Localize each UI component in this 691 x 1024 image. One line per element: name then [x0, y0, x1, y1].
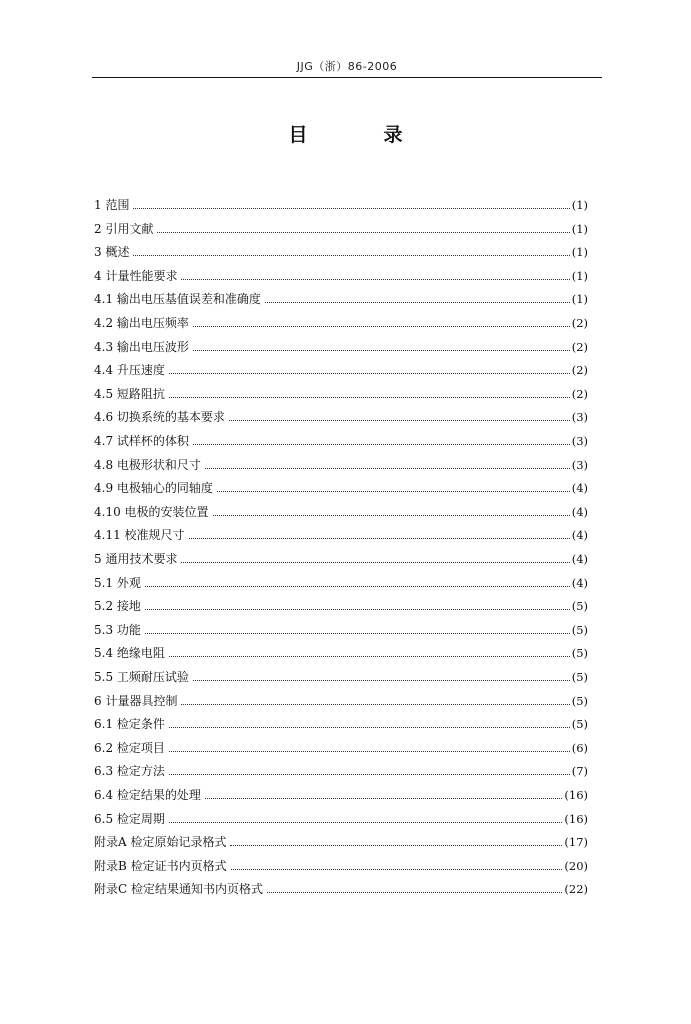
toc-entry-page: (3) [571, 457, 588, 472]
title-char-left: 目 [288, 124, 308, 146]
toc-entry-page: (2) [571, 363, 588, 378]
toc-entry [94, 736, 588, 756]
toc-entry-page: (7) [571, 764, 588, 779]
toc-leader-dots [169, 397, 570, 398]
toc-entry-page: (20) [564, 858, 588, 873]
toc-leader-dots [217, 491, 570, 492]
toc-entry [94, 854, 588, 874]
toc-leader-dots [169, 727, 570, 728]
toc-entry-page: (1) [571, 268, 588, 283]
toc-entry [94, 311, 588, 331]
toc-entry-label: 4.6 切换系统的基本要求 [94, 410, 225, 425]
toc-entry-label: 4 计量性能要求 [94, 268, 178, 283]
toc-leader-dots [145, 633, 570, 634]
toc-entry [94, 618, 588, 638]
toc-entry-page: (4) [571, 481, 588, 496]
toc-entry [94, 689, 588, 709]
toc-leader-dots [157, 232, 569, 233]
toc-entry [94, 287, 588, 307]
toc-entry [94, 641, 588, 661]
toc-entry-page: (5) [571, 693, 588, 708]
toc-entry [94, 759, 588, 779]
toc-entry [94, 193, 588, 213]
toc-entry-page: (3) [571, 434, 588, 448]
toc-entry-page: (4) [571, 528, 588, 543]
toc-entry-page: (16) [564, 811, 588, 826]
toc-leader-dots [231, 869, 563, 870]
toc-leader-dots [181, 279, 569, 280]
toc-entry-label: 6.5 检定周期 [94, 811, 165, 826]
toc-leader-dots [169, 656, 570, 657]
toc-entry [94, 476, 588, 496]
toc-entry-label: 5.2 接地 [94, 599, 141, 614]
toc-entry [94, 264, 588, 284]
toc-entry-label: 4.9 电极轴心的同轴度 [94, 481, 213, 496]
toc-entry-label: 附录B 检定证书内页格式 [94, 858, 227, 873]
toc-leader-dots [205, 468, 570, 469]
toc-leader-dots [193, 326, 570, 327]
toc-entry-page: (1) [571, 221, 588, 236]
toc-entry [94, 571, 588, 591]
toc-entry-page: (5) [571, 717, 588, 732]
toc-entry-label: 4.2 输出电压频率 [94, 316, 189, 330]
toc-entry-page: (4) [571, 575, 588, 590]
document-header [92, 58, 602, 74]
toc-entry-page: (22) [564, 882, 588, 897]
toc-entry-label: 4.7 试样杯的体积 [94, 434, 189, 448]
toc-leader-dots [213, 515, 570, 516]
toc-entry-label: 6.4 检定结果的处理 [94, 788, 201, 802]
page-title [0, 120, 691, 147]
toc-leader-dots [229, 420, 570, 421]
toc-entry-page: (4) [571, 552, 588, 566]
toc-entry-page: (3) [571, 410, 588, 425]
toc-entry-label: 2 引用文献 [94, 221, 154, 236]
toc-leader-dots [267, 892, 562, 893]
toc-entry [94, 500, 588, 520]
toc-entry-label: 6.3 检定方法 [94, 764, 165, 779]
toc-entry [94, 807, 588, 827]
toc-entry-page: (2) [571, 386, 588, 401]
toc-leader-dots [145, 609, 570, 610]
toc-entry [94, 877, 588, 897]
toc-entry-label: 5.3 功能 [94, 622, 141, 637]
toc-entry-page: (5) [571, 670, 588, 684]
toc-entry-label: 3 概述 [94, 245, 130, 260]
toc-entry-page: (1) [571, 245, 588, 260]
toc-entry [94, 358, 588, 378]
toc-entry-page: (6) [571, 740, 588, 755]
toc-leader-dots [230, 845, 562, 846]
toc-leader-dots [169, 822, 562, 823]
toc-entry-label: 1 范围 [94, 198, 130, 212]
toc-leader-dots [193, 680, 570, 681]
toc-entry [94, 547, 588, 567]
toc-leader-dots [169, 751, 570, 752]
toc-entry-label: 4.5 短路阻抗 [94, 386, 165, 401]
toc-entry-label: 4.10 电极的安装位置 [94, 504, 209, 519]
header-rule [92, 77, 602, 78]
toc-entry-label: 附录C 检定结果通知书内页格式 [94, 882, 263, 897]
toc-entry-label: 6.2 检定项目 [94, 740, 165, 755]
toc-leader-dots [193, 350, 570, 351]
toc-entry-page: (5) [571, 599, 588, 614]
toc-entry-page: (5) [571, 646, 588, 661]
toc-entry [94, 382, 588, 402]
toc-entry [94, 523, 588, 543]
toc-entry [94, 665, 588, 685]
toc-entry-label: 4.8 电极形状和尺寸 [94, 457, 201, 472]
toc-entry [94, 217, 588, 237]
toc-leader-dots [181, 704, 569, 705]
toc-entry-label: 5.5 工频耐压试验 [94, 670, 189, 684]
toc-entry-label: 4.3 输出电压波形 [94, 339, 189, 354]
standard-code: JJG（浙）86-2006 [296, 60, 398, 73]
toc-leader-dots [133, 255, 569, 256]
toc-entry-label: 5 通用技术要求 [94, 552, 178, 566]
toc-entry [94, 830, 588, 850]
toc-leader-dots [189, 538, 570, 539]
toc-entry [94, 712, 588, 732]
toc-leader-dots [133, 208, 569, 209]
toc-leader-dots [205, 798, 562, 799]
toc-entry-page: (17) [564, 835, 588, 850]
toc-entry-label: 5.1 外观 [94, 575, 141, 590]
toc-entry-page: (16) [564, 788, 588, 802]
toc-leader-dots [169, 774, 570, 775]
toc-entry-label: 6.1 检定条件 [94, 717, 165, 732]
toc-entry-page: (1) [571, 292, 588, 307]
toc-entry [94, 405, 588, 425]
toc-entry [94, 453, 588, 473]
toc-leader-dots [169, 373, 570, 374]
toc-leader-dots [265, 302, 570, 303]
toc-entry-label: 附录A 检定原始记录格式 [94, 835, 227, 850]
toc-entry-label: 5.4 绝缘电阻 [94, 646, 165, 661]
toc-entry-label: 6 计量器具控制 [94, 693, 178, 708]
toc-entry-label: 4.1 输出电压基值误差和准确度 [94, 292, 261, 307]
toc-leader-dots [193, 444, 570, 445]
toc-entry-label: 4.11 校准规尺寸 [94, 528, 185, 543]
toc-entry-page: (4) [571, 504, 588, 519]
toc-entry [94, 335, 588, 355]
toc-entry-label: 4.4 升压速度 [94, 363, 165, 378]
toc-leader-dots [145, 586, 570, 587]
title-char-right: 录 [383, 124, 403, 146]
toc-entry-page: (1) [571, 198, 588, 212]
toc-entry-page: (5) [571, 622, 588, 637]
toc-leader-dots [181, 562, 569, 563]
toc-entry [94, 594, 588, 614]
toc-entry [94, 783, 588, 803]
toc-entry [94, 429, 588, 449]
toc-entry-page: (2) [571, 339, 588, 354]
toc-entry-page: (2) [571, 316, 588, 330]
toc-entry [94, 240, 588, 260]
